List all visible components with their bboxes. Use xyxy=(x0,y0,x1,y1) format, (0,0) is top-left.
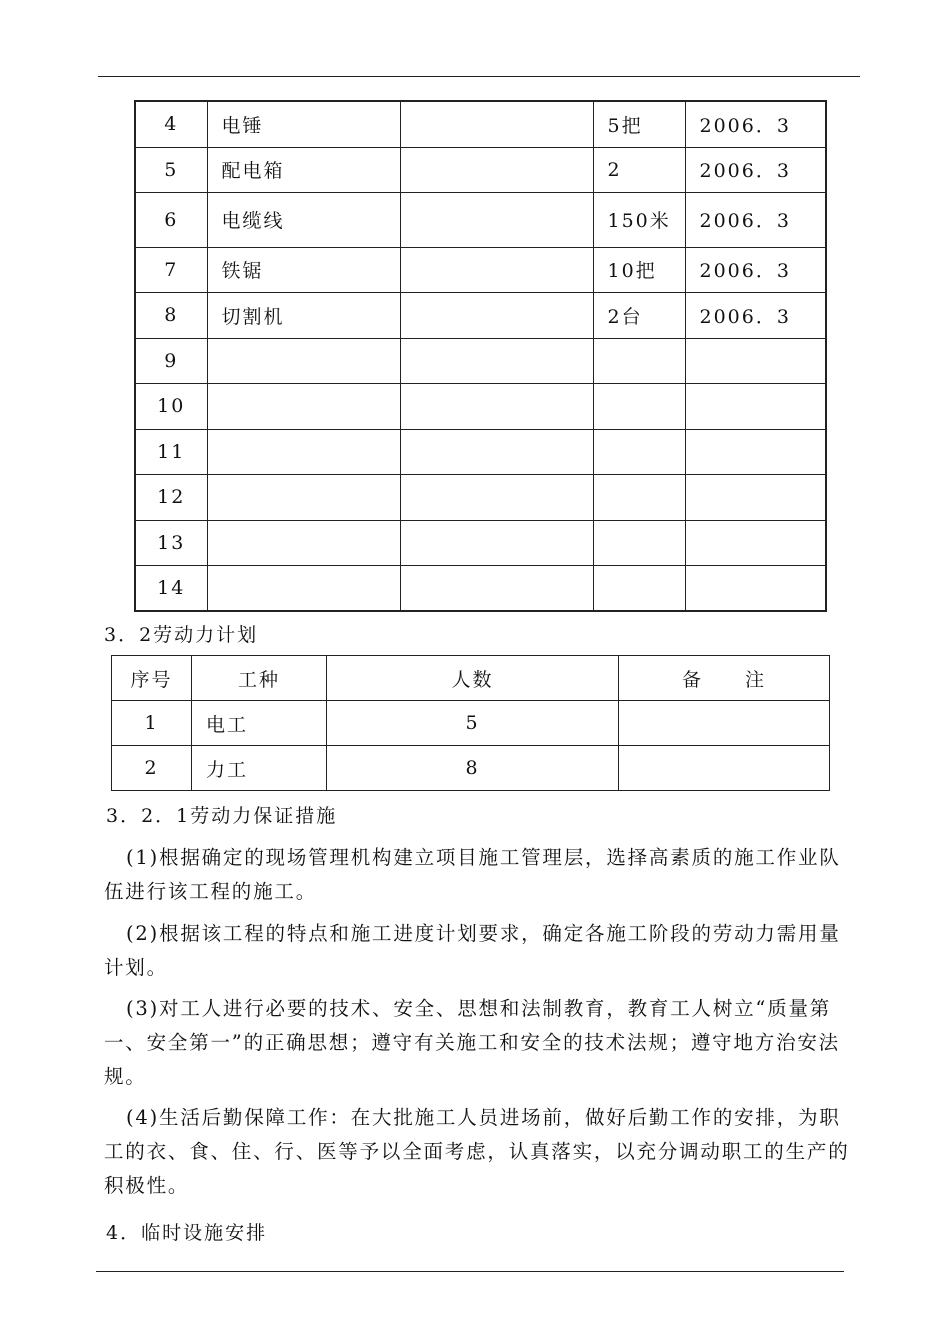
cell-date xyxy=(685,474,826,520)
cell-index: 8 xyxy=(135,292,207,338)
cell-quantity: 10把 xyxy=(593,247,685,292)
cell-date xyxy=(685,429,826,474)
cell-index: 5 xyxy=(135,147,207,192)
cell-quantity xyxy=(593,338,685,383)
cell-name xyxy=(207,383,400,429)
cell-spec xyxy=(400,338,593,383)
paragraph-3: (3)对工人进行必要的技术、安全、思想和法制教育，教育工人树立“质量第一、安全第一”的正确思想；遵守有关施工和安全的技术法规；遵守地方治安法规。 xyxy=(104,997,840,1088)
header-trade: 工种 xyxy=(192,656,327,701)
cell-name xyxy=(207,429,400,474)
cell-name xyxy=(207,565,400,611)
cell-note xyxy=(619,701,830,746)
labor-table xyxy=(111,655,830,791)
table-row xyxy=(112,746,830,791)
cell-date: 2006．3 xyxy=(685,147,826,192)
cell-spec xyxy=(400,192,593,247)
cell-index: 6 xyxy=(135,192,207,247)
cell-spec xyxy=(400,147,593,192)
table-row xyxy=(135,383,826,429)
header-count: 人数 xyxy=(327,656,619,701)
table-row xyxy=(135,147,826,192)
table-row xyxy=(135,429,826,474)
cell-quantity xyxy=(593,474,685,520)
cell-spec xyxy=(400,292,593,338)
cell-index: 11 xyxy=(135,429,207,474)
header-rule xyxy=(98,76,860,77)
cell-name xyxy=(207,474,400,520)
cell-index: 12 xyxy=(135,474,207,520)
cell-quantity xyxy=(593,429,685,474)
table-row xyxy=(135,474,826,520)
cell-date: 2006．3 xyxy=(685,247,826,292)
cell-index: 13 xyxy=(135,520,207,565)
table-row xyxy=(112,701,830,746)
cell-quantity xyxy=(593,520,685,565)
table-row xyxy=(135,292,826,338)
cell-count: 5 xyxy=(327,701,619,746)
cell-note xyxy=(619,746,830,791)
cell-spec xyxy=(400,520,593,565)
header-note: 备 注 xyxy=(619,656,830,701)
cell-name: 切割机 xyxy=(207,292,400,338)
paragraph-4: (4)生活后勤保障工作：在大批施工人员进场前，做好后勤工作的安排，为职工的衣、食、住、行、医等予以全面考虑，认真落实，以充分调动职工的生产的积极性。 xyxy=(104,1106,850,1197)
table-header-row xyxy=(112,656,830,701)
cell-trade: 电工 xyxy=(192,701,327,746)
section-title-labor-guarantee: 3．2．1劳动力保证措施 xyxy=(106,805,338,827)
table-row xyxy=(135,520,826,565)
cell-quantity: 2台 xyxy=(593,292,685,338)
cell-index: 9 xyxy=(135,338,207,383)
cell-seq: 1 xyxy=(112,701,192,746)
cell-date xyxy=(685,338,826,383)
cell-date xyxy=(685,520,826,565)
table-row xyxy=(135,565,826,611)
cell-date: 2006．3 xyxy=(685,101,826,147)
cell-index: 14 xyxy=(135,565,207,611)
paragraph-1: (1)根据确定的现场管理机构建立项目施工管理层，选择高素质的施工作业队伍进行该工程的施工。 xyxy=(104,846,841,903)
cell-trade: 力工 xyxy=(192,746,327,791)
cell-date: 2006．3 xyxy=(685,292,826,338)
cell-count: 8 xyxy=(327,746,619,791)
footer-rule xyxy=(96,1271,844,1272)
table-row xyxy=(135,247,826,292)
table-row xyxy=(135,192,826,247)
cell-spec xyxy=(400,429,593,474)
equipment-table xyxy=(134,100,827,612)
cell-spec xyxy=(400,383,593,429)
cell-date xyxy=(685,383,826,429)
table-row xyxy=(135,101,826,147)
cell-seq: 2 xyxy=(112,746,192,791)
header-seq: 序号 xyxy=(112,656,192,701)
cell-index: 4 xyxy=(135,101,207,147)
section-title-labor-plan: 3．2劳动力计划 xyxy=(104,624,259,646)
cell-spec xyxy=(400,474,593,520)
cell-spec xyxy=(400,101,593,147)
cell-name xyxy=(207,520,400,565)
cell-spec xyxy=(400,247,593,292)
cell-name: 电锤 xyxy=(207,101,400,147)
cell-index: 10 xyxy=(135,383,207,429)
cell-index: 7 xyxy=(135,247,207,292)
paragraph-2: (2)根据该工程的特点和施工进度计划要求，确定各施工阶段的劳动力需用量计划。 xyxy=(104,922,841,979)
cell-quantity: 2 xyxy=(593,147,685,192)
table-row xyxy=(135,338,826,383)
cell-quantity xyxy=(593,565,685,611)
cell-name: 电缆线 xyxy=(207,192,400,247)
section-title-temporary-facilities: 4．临时设施安排 xyxy=(106,1222,268,1244)
cell-date: 2006．3 xyxy=(685,192,826,247)
cell-quantity xyxy=(593,383,685,429)
cell-date xyxy=(685,565,826,611)
cell-quantity: 150米 xyxy=(593,192,685,247)
cell-quantity: 5把 xyxy=(593,101,685,147)
cell-name: 铁锯 xyxy=(207,247,400,292)
cell-name xyxy=(207,338,400,383)
cell-spec xyxy=(400,565,593,611)
cell-name: 配电箱 xyxy=(207,147,400,192)
